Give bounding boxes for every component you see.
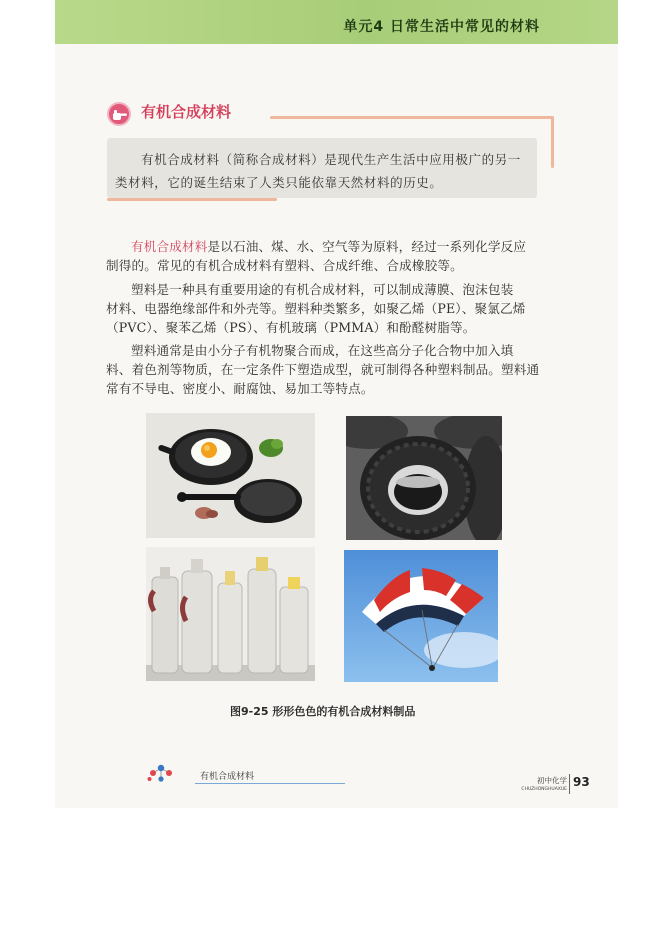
p3-line-3: 常有不导电、密度小、耐腐蚀、易加工等特点。 [106,381,374,396]
photo-parachute [344,550,498,682]
p2-line-2: 材料、电器绝缘部件和外壳等。塑料种类繁多，如聚乙烯（PE）、聚氯乙烯 [106,301,526,316]
textbook-page [55,0,618,808]
p1-line-1-rest: 是以石油、煤、水、空气等为原料，经过一系列化学反应 [207,239,527,254]
callout-frame-bottom [107,198,277,201]
photo-nonstick-pans [146,413,315,538]
footer-separator [569,774,570,794]
photo-plastic-bottles [146,547,315,681]
molecule-icon [147,762,175,784]
tires-illustration [346,416,502,540]
footer-rule [195,783,345,784]
unit-title: 单元4 日常生活中常见的材料 [343,19,540,35]
callout-frame-top [270,116,553,119]
key-term: 有机合成材料 [131,239,208,254]
footer-book-pinyin: CHUZHONGHUAXUE [521,787,567,792]
intro-callout [107,138,537,198]
pointing-hand-icon [107,102,131,126]
pans-illustration [146,413,315,538]
section-title: 有机合成材料 [141,103,232,121]
parachute-illustration [344,550,498,682]
p2-line-3: （PVC）、聚苯乙烯（PS）、有机玻璃（PMMA）和酚醛树脂等。 [106,320,476,335]
intro-line-1: 有机合成材料（简称合成材料）是现代生产生活中应用极广的另一 [141,152,521,167]
callout-frame-right [551,116,554,168]
p1-line-2: 制得的。常见的有机合成材料有塑料、合成纤维、合成橡胶等。 [106,258,463,273]
p3-line-2: 料、着色剂等物质，在一定条件下塑造成型，就可制得各种塑料制品。塑料通 [106,362,540,377]
photo-tires [346,416,502,540]
p2-line-1: 塑料是一种具有重要用途的有机合成材料，可以制成薄膜、泡沫包装 [131,282,514,297]
page-number: 93 [573,775,590,789]
p3-line-1: 塑料通常是由小分子有机物聚合而成，在这些高分子化合物中加入填 [131,343,514,358]
footer-section-name: 有机合成材料 [200,772,255,782]
header-band [55,0,618,44]
figure-caption: 图9-25 形形色色的有机合成材料制品 [230,705,416,718]
footer-book-title: 初中化学 [537,776,567,785]
bottles-illustration [146,547,315,681]
intro-line-2: 类材料，它的诞生结束了人类只能依靠天然材料的历史。 [115,175,443,190]
p1-line-1 [131,236,526,255]
